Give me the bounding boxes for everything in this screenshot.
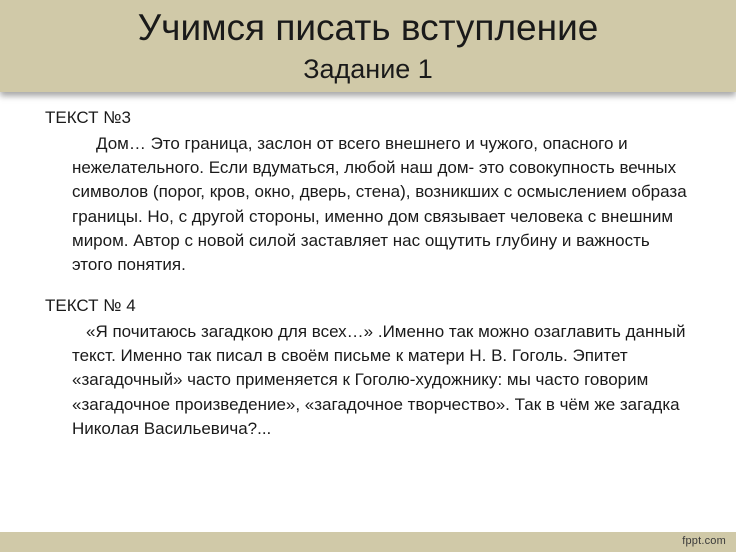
footer-logo: fppt.com (682, 535, 726, 547)
section-paragraph-text-3: Дом… Это граница, заслон от всего внешнего и чужого, опасного и нежелательного. Если вдуматься, любой наш дом- это совокупность вечных символов (порог, кров, окно, дверь, стена), возникших с осмыслением образа границы. Но, с другой стороны, именно дом связывает человека с внешним миром. Автор с новой силой заставляет нас ощутить глубину и важность этого понятия. (72, 134, 687, 275)
slide-title: Учимся писать вступление (137, 7, 599, 48)
title-bar (0, 0, 736, 92)
slide-subtitle: Задание 1 (303, 54, 433, 84)
section-heading-text-3: ТЕКСТ №3 (45, 108, 131, 127)
section-paragraph-text-4: «Я почитаюсь загадкою для всех…» .Именно так можно озаглавить данный текст. Именно так писал в своём письме к матери Н. В. Гоголь. Эпитет «загадочный» часто применяется к Гоголю-художнику: мы часто говорим «загадочное произведение», «загадочное творчество». Так в чём же загадка Николая Васильевича?... (72, 322, 686, 438)
section-heading-text-4: ТЕКСТ № 4 (45, 296, 136, 315)
footer-bar (0, 532, 736, 552)
